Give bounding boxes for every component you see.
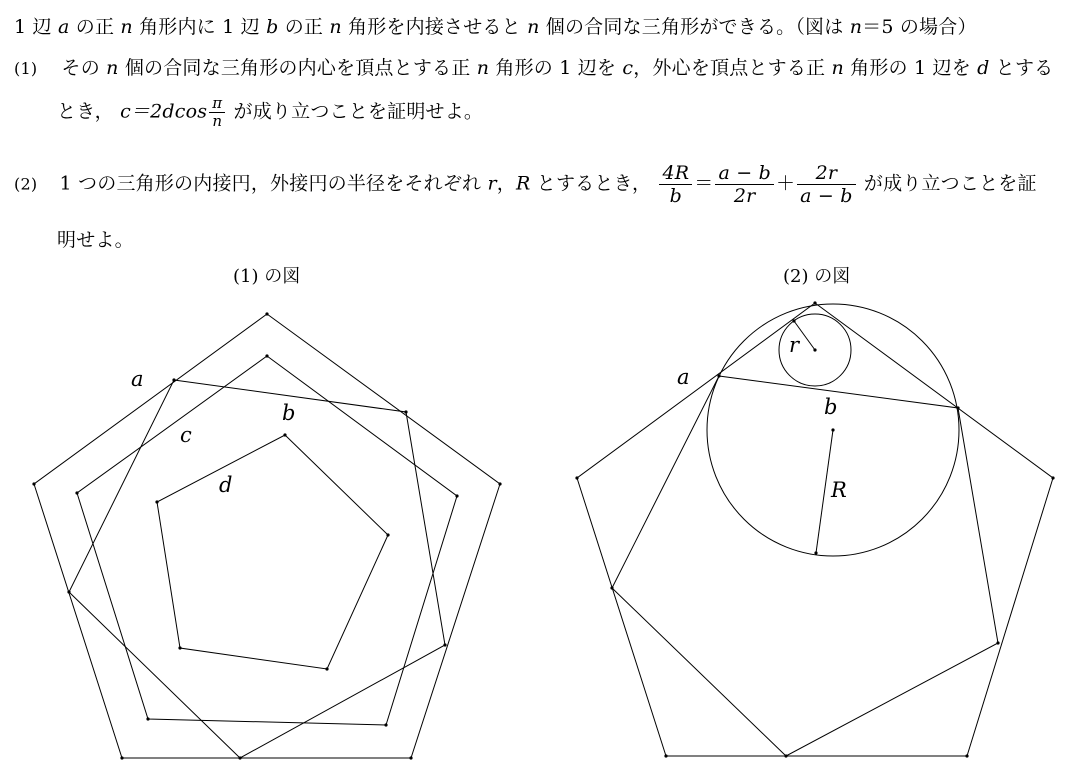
plus-sign: ＋ [775, 172, 796, 195]
q1-text: 角形の 1 辺を [489, 57, 623, 79]
intro-text: 個の合同な三角形ができる。（図は [539, 16, 850, 38]
var-n: n [106, 57, 119, 79]
var-n: n [527, 16, 540, 38]
var-a: a [57, 16, 70, 38]
fraction-2r-over-a-minus-b: $\frac{2r}{a - b}$ [797, 162, 856, 207]
pi-over-n-fraction: $\frac{\pi}{n}$ [209, 95, 225, 130]
q1-text: が成り立つことを証明せよ。 [227, 100, 484, 123]
q2-label: (2) [14, 174, 38, 194]
fraction-4R-over-b: $\frac{4R}{b}$ [659, 162, 692, 207]
q1-text: その [61, 57, 107, 79]
intro-text: の正 [278, 16, 330, 38]
fig2-caption: (2) の図 [783, 266, 851, 287]
fig1-label-d: d [219, 473, 233, 497]
var-n: n [120, 16, 133, 38]
equals-sign: ＝ [694, 172, 714, 195]
q1-text: とき， [57, 100, 114, 123]
figure-1-points [32, 312, 501, 759]
var-n: n [831, 57, 844, 79]
q2-text: ， [496, 172, 516, 195]
q1-text: 角形の 1 辺を [843, 57, 978, 79]
var-n: n [849, 16, 863, 38]
q2-text: とするとき， [530, 172, 652, 195]
q1-formula: c＝2dcos [120, 100, 208, 123]
q2-text: が成り立つことを証 [857, 172, 1037, 195]
intro-text: 角形内に 1 辺 [132, 16, 267, 38]
var-d: d [977, 57, 990, 79]
var-n: n [329, 16, 342, 38]
inscribed-pentagon-b [69, 380, 445, 758]
q2-text: 1 つの三角形の内接円，外接円の半径をそれぞれ [59, 172, 488, 195]
q1-label: (1) [14, 59, 38, 78]
intro-text: 1 辺 [14, 16, 58, 38]
fig2-label-a: a [677, 365, 690, 389]
fig2-inscribed-pentagon [612, 376, 998, 756]
var-c: c [622, 57, 634, 79]
fig2-label-R: R [831, 478, 847, 502]
fig1-label-a: a [131, 367, 144, 391]
var-R: R [515, 172, 531, 195]
fig1-caption: (1) の図 [233, 266, 301, 287]
var-b: b [266, 16, 279, 38]
var-r: r [487, 172, 497, 195]
outer-pentagon-a [34, 314, 500, 758]
intro-text: 角形を内接させると [341, 16, 528, 38]
fig1-label-c: c [180, 423, 192, 447]
intro-text: の正 [69, 16, 121, 38]
fig2-outer-pentagon [577, 303, 1053, 756]
figure-1 [34, 314, 500, 758]
fig1-label-b: b [282, 401, 296, 425]
fraction-a-minus-b-over-2r: $\frac{a - b}{2r}$ [715, 162, 774, 207]
q1-text: とする [989, 57, 1054, 79]
fig2-label-r: r [789, 333, 800, 357]
figure-2 [577, 303, 1053, 756]
circumcenter-pentagon-d [157, 435, 388, 669]
var-n: n [476, 57, 490, 79]
figure-2-points [575, 301, 1054, 757]
q1-text: ，外心を頂点とする正 [633, 57, 832, 79]
q2-text: 明せよ。 [57, 229, 134, 251]
q1-text: 個の合同な三角形の内心を頂点とする正 [118, 57, 477, 79]
fig2-label-b: b [824, 395, 838, 419]
intro-text: ＝5 の場合） [862, 16, 977, 38]
